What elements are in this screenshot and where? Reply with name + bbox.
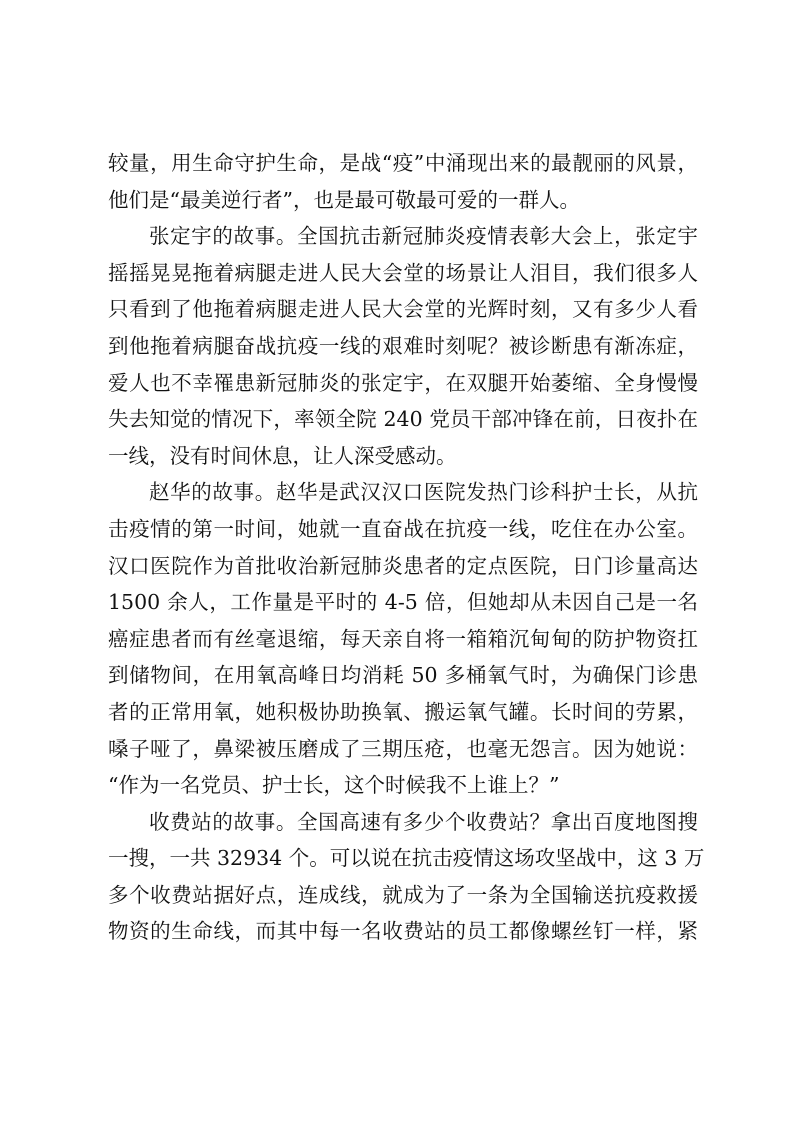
text-line: 嗓子哑了，鼻梁被压磨成了三期压疮，也毫无怨言。因为她说：	[108, 736, 698, 761]
text-line: 收费站的故事。全国高速有多少个收费站？拿出百度地图搜	[149, 809, 698, 834]
text-line: 一搜，一共 32934 个。可以说在抗击疫情这场攻坚战中，这 3 万	[108, 846, 705, 871]
document-body	[108, 145, 705, 950]
text-line: 摇摇晃晃拖着病腿走进人民大会堂的场景让人泪目，我们很多人	[108, 260, 698, 285]
text-line: 张定宇的故事。全国抗击新冠肺炎疫情表彰大会上，张定宇	[149, 224, 698, 249]
text-line: 爱人也不幸罹患新冠肺炎的张定宇，在双腿开始萎缩、全身慢慢	[108, 370, 698, 395]
text-line: 到储物间，在用氧高峰日均消耗 50 多桶氧气时，为确保门诊患	[108, 663, 698, 688]
paragraph-toll-station	[108, 804, 705, 950]
text-line: 到他拖着病腿奋战抗疫一线的艰难时刻呢？被诊断患有渐冻症，	[108, 333, 698, 358]
text-line: 者的正常用氧，她积极协助换氧、搬运氧气罐。长时间的劳累，	[108, 699, 698, 724]
text-line: 较量，用生命守护生命，是战“疫”中涌现出来的最靓丽的风景，	[108, 151, 698, 175]
text-line: 击疫情的第一时间，她就一直奋战在抗疫一线，吃住在办公室。	[108, 516, 698, 541]
text-line: “作为一名党员、护士长，这个时候我不上谁上？”	[108, 773, 560, 798]
paragraph-continuation	[108, 145, 698, 218]
text-line: 一线，没有时间休息，让人深受感动。	[108, 443, 457, 468]
text-line: 多个收费站据好点，连成线，就成为了一条为全国输送抗疫救援	[108, 882, 698, 907]
text-line: 只看到了他拖着病腿走进人民大会堂的光辉时刻，又有多少人看	[108, 297, 698, 322]
text-line: 赵华的故事。赵华是武汉汉口医院发热门诊科护士长，从抗	[149, 480, 698, 505]
text-line: 1500 余人，工作量是平时的 4-5 倍，但她却从未因自己是一名	[108, 590, 698, 615]
paragraph-zhang-dingyu	[108, 218, 698, 474]
text-line: 癌症患者而有丝毫退缩，每天亲自将一箱箱沉甸甸的防护物资扛	[108, 626, 698, 651]
paragraph-zhao-hua	[108, 474, 698, 803]
text-line: 物资的生命线，而其中每一名收费站的员工都像螺丝钉一样，紧	[108, 919, 698, 944]
text-line: 汉口医院作为首批收治新冠肺炎患者的定点医院，日门诊量高达	[108, 553, 698, 578]
text-line: 失去知觉的情况下，率领全院 240 党员干部冲锋在前，日夜扑在	[108, 407, 698, 432]
text-line: 他们是“最美逆行者”，也是最可敬最可爱的一群人。	[108, 187, 580, 212]
